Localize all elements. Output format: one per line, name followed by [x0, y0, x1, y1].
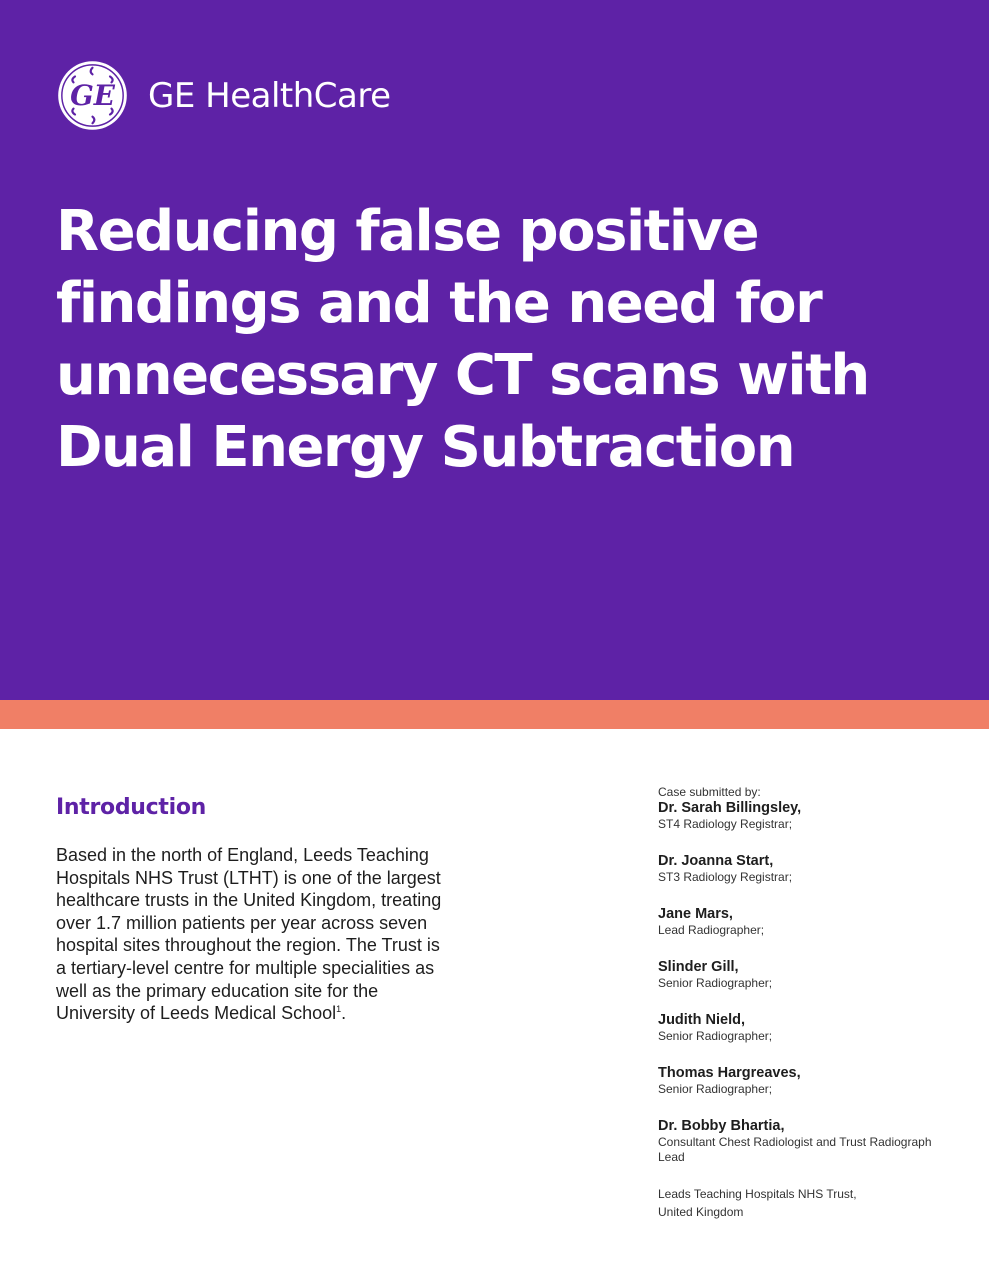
accent-stripe: [0, 700, 989, 729]
contributor-role: ST4 Radiology Registrar;: [658, 817, 793, 831]
contributor-name: Dr. Joanna Start,: [658, 853, 774, 869]
brand-name: GE HealthCare: [148, 76, 391, 116]
credits-heading: Case submitted by:: [658, 785, 761, 799]
contributor-name: Dr. Bobby Bhartia,: [658, 1118, 785, 1134]
introduction-body: [56, 844, 446, 1025]
contributor: [658, 958, 958, 991]
contributor: [658, 1117, 958, 1165]
institution-country: United Kingdom: [658, 1205, 744, 1219]
contributor-name: Judith Nield,: [658, 1012, 745, 1028]
contributor-name: Dr. Sarah Billingsley,: [658, 800, 802, 816]
introduction-end-punctuation: .: [341, 1003, 347, 1024]
contributor-name: Slinder Gill,: [658, 959, 739, 975]
contributor: [658, 852, 958, 885]
institution-name: Leads Teaching Hospitals NHS Trust,: [658, 1187, 857, 1201]
contributor: [658, 1064, 958, 1097]
contributor-role: Senior Radiographer;: [658, 1082, 773, 1096]
contributor-role: Lead Radiographer;: [658, 923, 765, 937]
introduction-heading: Introduction: [56, 795, 207, 820]
contributor: [658, 799, 958, 832]
contributor-role: Senior Radiographer;: [658, 1029, 773, 1043]
contributor-role: Consultant Chest Radiologist and Trust Radiograph Lead: [658, 1135, 932, 1164]
institution: [658, 1185, 958, 1221]
footnote-marker: 1: [336, 1004, 342, 1015]
ge-monogram-logo: [56, 59, 129, 132]
contributor-role: ST3 Radiology Registrar;: [658, 870, 793, 884]
contributor: [658, 905, 958, 938]
contributor-name: Jane Mars,: [658, 906, 733, 922]
case-credits: [658, 785, 958, 1221]
contributor: [658, 1011, 958, 1044]
logo-text: GE: [70, 78, 115, 112]
contributor-role: Senior Radiographer;: [658, 976, 773, 990]
page-title: Reducing false positive findings and the need for unnecessary CT scans with Dual Energy Subtraction: [56, 199, 869, 480]
introduction-text: Based in the north of England, Leeds Teaching Hospitals NHS Trust (LTHT) is one of the largest healthcare trusts in the United Kingdom, treating over 1.7 million patients per year across seven hospital sites throughout the region. The Trust is a tertiary-level centre for multiple specialities as well as the primary education site for the University of Leeds Medical School: [56, 845, 442, 1024]
contributor-name: Thomas Hargreaves,: [658, 1065, 801, 1081]
